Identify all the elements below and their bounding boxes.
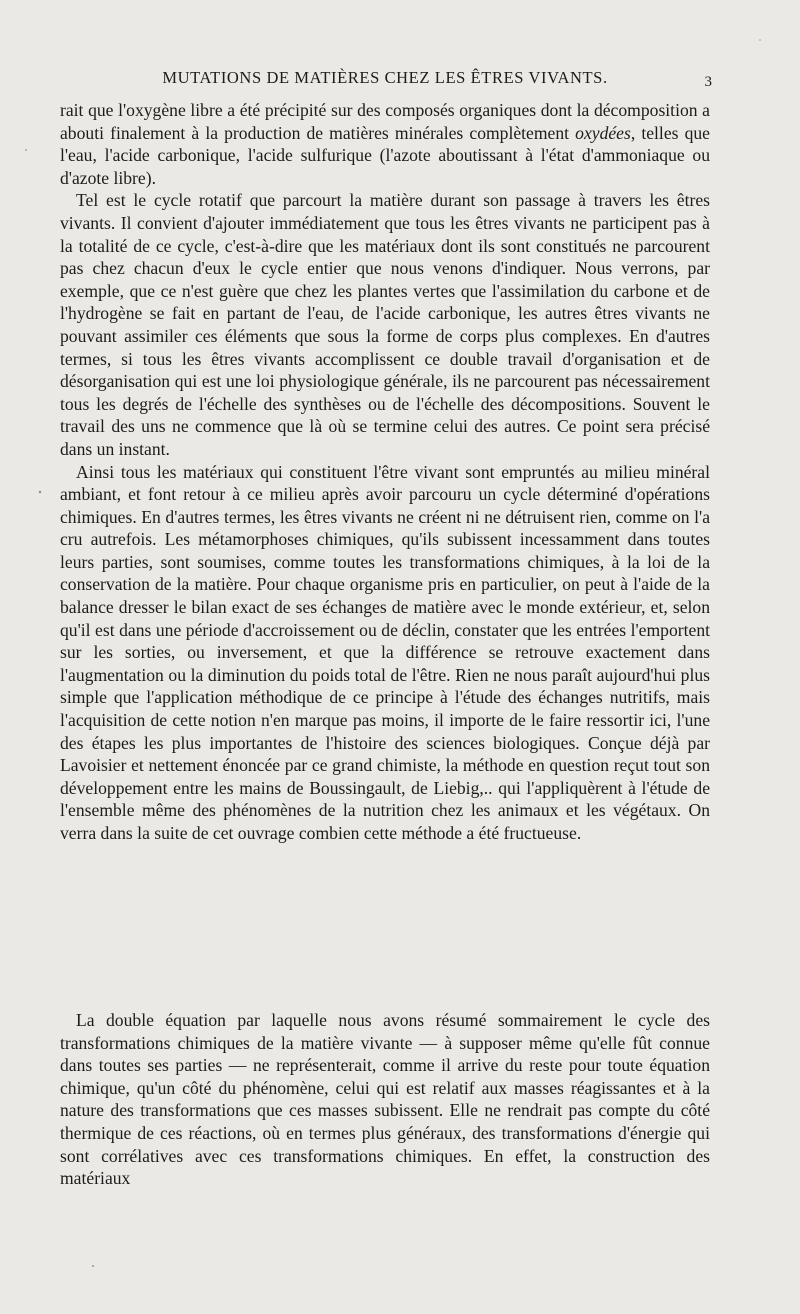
page-header — [60, 68, 710, 90]
paper-speck — [39, 491, 41, 493]
paragraph-1-start: rait que l'oxygène libre a été précipité sur des composés organiques dont la décomposition a abouti finalement à la production de matières minérales complètement — [60, 100, 710, 143]
paper-speck — [92, 1265, 94, 1267]
paragraph-1-end: , telles que l'eau, l'acide carbonique, l'acide sulfurique (l'azote aboutissant à l'état d'ammoniaque ou d'azote libre). — [60, 122, 710, 188]
main-text-block — [60, 99, 710, 845]
paragraph-2: Tel est le cycle rotatif que parcourt la matière durant son passage à travers les êtres vivants. Il convient d'ajouter immédiatement que tous les êtres vivants ne participent pas à la totalité de ce cycle, c'est-à-dire que les matériaux dont ils sont constitués ne parcourent pas chez chacun d'eux le cycle entier que nous venons d'indiquer. Nous verrons, par exemple, que ce n'est guère que chez les plantes vertes que l'assimilation du carbone et de l'hydrogène se fait en partant de l'eau, de l'acide carbonique, les autres êtres vivants ne pouvant assimiler ces éléments que sous la forme de corps plus complexes. En d'autres termes, si tous les êtres vivants accomplissent ce double travail d'organisation et de désorganisation qui est une loi physiologique générale, ils ne parcourent pas nécessairement tous les degrés de l'échelle des synthèses ou de l'échelle des décompositions. Souvent le travail des uns ne commence que là où se termine celui des autres. Ce point sera précisé dans un instant. — [60, 190, 710, 459]
section-text-block — [60, 1009, 710, 1190]
paragraph-4: La double équation par laquelle nous avons résumé sommairement le cycle des transformations chimiques de la matière vivante — à supposer même qu'elle fût connue dans toutes ses parties — ne représenterait, comme il arrive du reste pour toute équation chimique, qu'un côté du phénomène, celui qui est relatif aux masses réagissantes et à la nature des transformations que ces masses subissent. Elle ne rendrait pas compte du côté thermique de ces réactions, où en termes plus généraux, des transformations d'énergie qui sont corrélatives avec ces transformations chimiques. En effet, la construction des matériaux — [60, 1010, 710, 1189]
italic-term: oxydées — [575, 122, 631, 143]
paper-speck — [25, 149, 27, 151]
page-number: 3 — [704, 74, 712, 90]
paragraph-3: Ainsi tous les matériaux qui constituent l'être vivant sont empruntés au milieu minéral ambiant, et font retour à ce milieu après avoir parcouru un cycle déterminé d'opérations chimiques. En d'autres termes, les êtres vivants ne créent ni ne détruisent rien, comme on l'a cru autrefois. Les métamorphoses chimiques, qu'ils subissent incessamment dans toutes leurs parties, sont soumises, comme toutes les transformations chimiques, à la loi de la conservation de la matière. Pour chaque organisme pris en particulier, on peut à l'aide de la balance dresser le bilan exact de ses échanges de matière avec le monde extérieur, et, selon qu'il est dans une période d'accroissement ou de déclin, constater que les entrées l'emportent sur les sorties, ou inversement, et que la différence se retrouve exactement dans l'augmentation ou la diminution du poids total de l'être. Rien ne nous paraît aujourd'hui plus simple que l'application méthodique de ce principe à l'étude des échanges nutritifs, mais l'acquisition de cette notion n'en marque pas moins, il importe de le faire ressortir ici, l'une des étapes les plus importantes de l'histoire des sciences biologiques. Conçue déjà par Lavoisier et nettement énoncée par ce grand chimiste, la méthode en question reçut tout son développement entre les mains de Boussingault, de Liebig,.. qui l'appliquèrent à l'étude de l'ensemble même des phénomènes de la nutrition chez les animaux et les végétaux. On verra dans la suite de cet ouvrage combien cette méthode a été fructueuse. — [60, 461, 710, 843]
paragraph-continuation — [60, 99, 710, 189]
running-title: MUTATIONS DE MATIÈRES CHEZ LES ÊTRES VIVANTS. — [162, 68, 608, 87]
paper-speck — [759, 39, 761, 41]
